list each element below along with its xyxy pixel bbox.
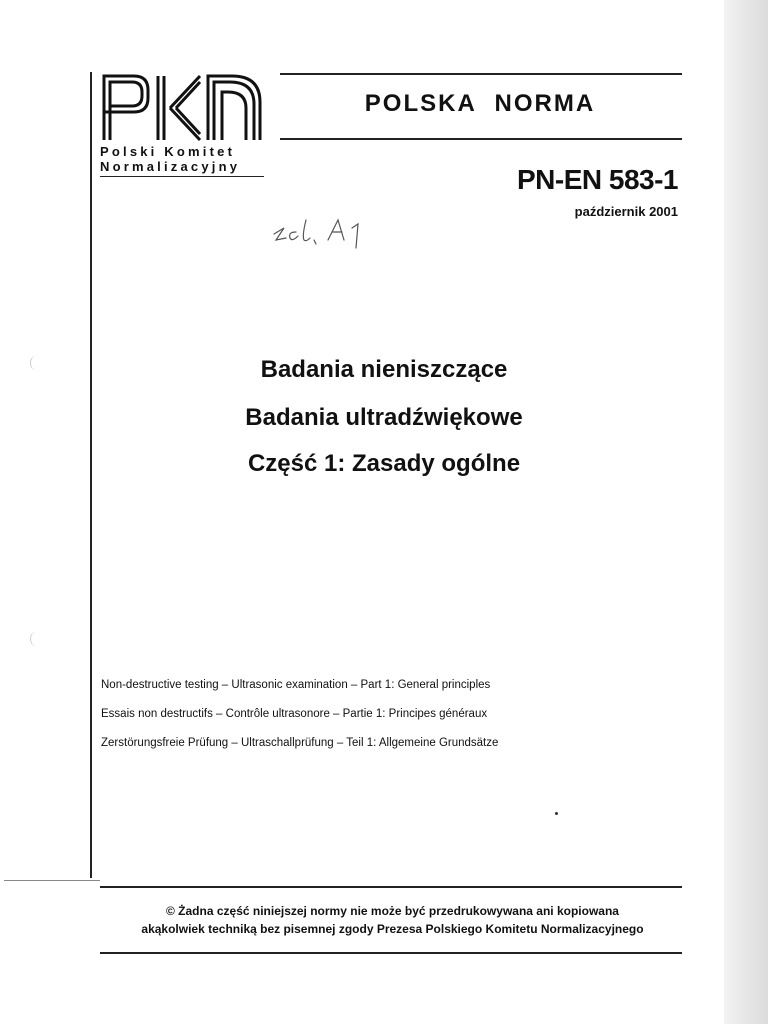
header-rule-bottom <box>280 138 682 140</box>
pkn-logo <box>100 72 264 142</box>
organization-name <box>100 144 264 177</box>
document-type: POLSKA NORMA <box>364 90 596 117</box>
copyright-line-2: akąkolwiek techniką bez pisemnej zgody Prezesa Polskiego Komitetu Normalizacyjnego <box>141 922 644 936</box>
copyright-notice <box>100 902 685 938</box>
footer-rule-top <box>100 886 682 888</box>
scan-speck <box>555 812 558 815</box>
binding-mark <box>30 632 41 646</box>
title-line-2: Badania ultradźwiękowe <box>245 404 523 431</box>
translation-german: Zerstörungsfreie Prüfung – Ultraschallprüfung – Teil 1: Allgemeine Grundsätze <box>101 737 499 749</box>
copyright-line-1: © Żadna część niniejszej normy nie może być przedrukowywana ani kopiowana <box>166 904 619 918</box>
organization-line-1: Polski Komitet <box>100 144 236 159</box>
translation-english: Non-destructive testing – Ultrasonic examination – Part 1: General principles <box>101 679 491 691</box>
translation-french: Essais non destructifs – Contrôle ultrasonore – Partie 1: Principes généraux <box>101 708 488 720</box>
handwritten-annotation <box>270 214 380 254</box>
scan-shadow-edge <box>724 0 768 1024</box>
standard-number: PN-EN 583-1 <box>516 164 678 195</box>
header-rule-top <box>280 73 682 75</box>
publication-date: październik 2001 <box>574 204 678 219</box>
footer-rule-bottom <box>100 952 682 954</box>
scan-artifact-line <box>4 880 100 881</box>
title-line-1: Badania nieniszczące <box>260 356 508 383</box>
title-line-3: Część 1: Zasady ogólne <box>247 450 521 477</box>
organization-line-2: Normalizacyjny <box>100 159 264 177</box>
